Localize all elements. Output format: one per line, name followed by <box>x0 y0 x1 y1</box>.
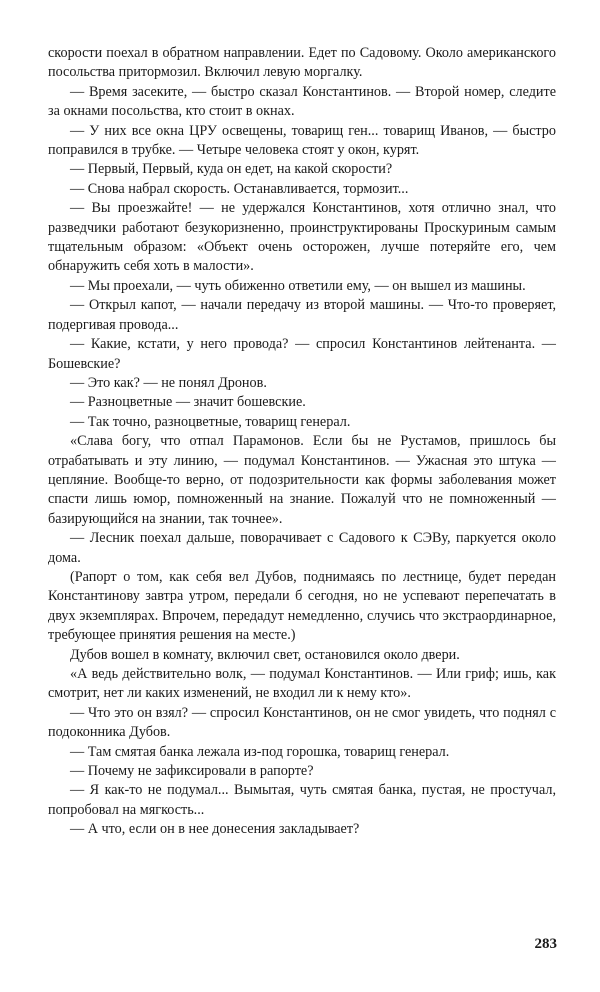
paragraph: — Мы проехали, — чуть обиженно ответили ему, — он вышел из машины. <box>70 277 526 294</box>
paragraph: — Я как-то не подумал... Вымытая, чуть смятая банка, пустая, не простучал, попробовал на мягкость... <box>48 782 556 818</box>
paragraph: — Так точно, разноцветные, товарищ генерал. <box>70 413 351 430</box>
paragraph: — Там смятая банка лежала из-под горошка, товарищ генерал. <box>70 743 450 760</box>
paragraph: (Рапорт о том, как себя вел Дубов, поднимаясь по лестнице, будет передан Константинову завтра утром, передали б сегодня, но не успевают перепечатать в двух экземплярах. Впрочем, передадут немедленно, случись что экстраординарное, требующее принятия решения на месте.) <box>48 568 556 644</box>
paragraph: — Лесник поехал дальше, поворачивает с Садового к СЭВу, паркуется около дома. <box>48 530 556 566</box>
paragraph: — Что это он взял? — спросил Константинов, он не смог увидеть, что поднял с подоконника Дубов. <box>48 704 556 741</box>
paragraph: «А ведь действительно волк, — подумал Константинов. — Или гриф; ишь, как смотрит, нет ли каких изменений, не входил ли к нему кто». <box>48 666 556 702</box>
paragraph: Дубов вошел в комнату, включил свет, остановился около двери. <box>70 646 460 663</box>
paragraph: — Вы проезжайте! — не удержался Константинов, хотя отлично знал, что разведчики работают безукоризненно, проинструктированы Проскуриным самым тщательным образом: «Объект очень осторожен, лучше потеряйте его, чем обнаружить себя хоть в малости». <box>48 200 556 275</box>
paragraph: «Слава богу, что отпал Парамонов. Если бы не Рустамов, пришлось бы отрабатывать и эту линию, — подумал Константинов. — Ужасная это штука — цепляние. Вообще-то верно, от подозрительности как формы заболевания может спасти лишь юмор, помноженный на знание. Пожалуй что не помноженный — базирующийся на знании, так точнее». <box>48 433 556 527</box>
paragraph: — Время засеките, — быстро сказал Константинов. — Второй номер, следите за окнами посольства, кто стоит в окнах. <box>48 83 556 120</box>
paragraph: — Открыл капот, — начали передачу из второй машины. — Что-то проверяет, подергивая провода... <box>48 297 556 333</box>
paragraph: — Разноцветные — значит бошевские. <box>70 394 306 411</box>
paragraph: — Первый, Первый, куда он едет, на какой скорости? <box>70 161 393 178</box>
paragraph: — А что, если он в нее донесения закладывает? <box>70 821 360 838</box>
page-number: 283 <box>534 936 557 952</box>
paragraph: скорости поехал в обратном направлении. Едет по Садовому. Около американского посольства притормозил. Включил левую моргалку. <box>48 45 556 81</box>
paragraph: — Почему не зафиксировали в рапорте? <box>70 763 314 780</box>
paragraph: — У них все окна ЦРУ освещены, товарищ ген... товарищ Иванов, — быстро поправился в трубке. — Четыре человека стоят у окон, курят. <box>48 122 556 159</box>
paragraph: — Это как? — не понял Дронов. <box>70 374 267 391</box>
paragraph: — Какие, кстати, у него провода? — спросил Константинов лейтенанта. — Бошевские? <box>48 336 556 372</box>
page-body <box>48 44 556 840</box>
paragraph: — Снова набрал скорость. Останавливается, тормозит... <box>70 180 409 197</box>
